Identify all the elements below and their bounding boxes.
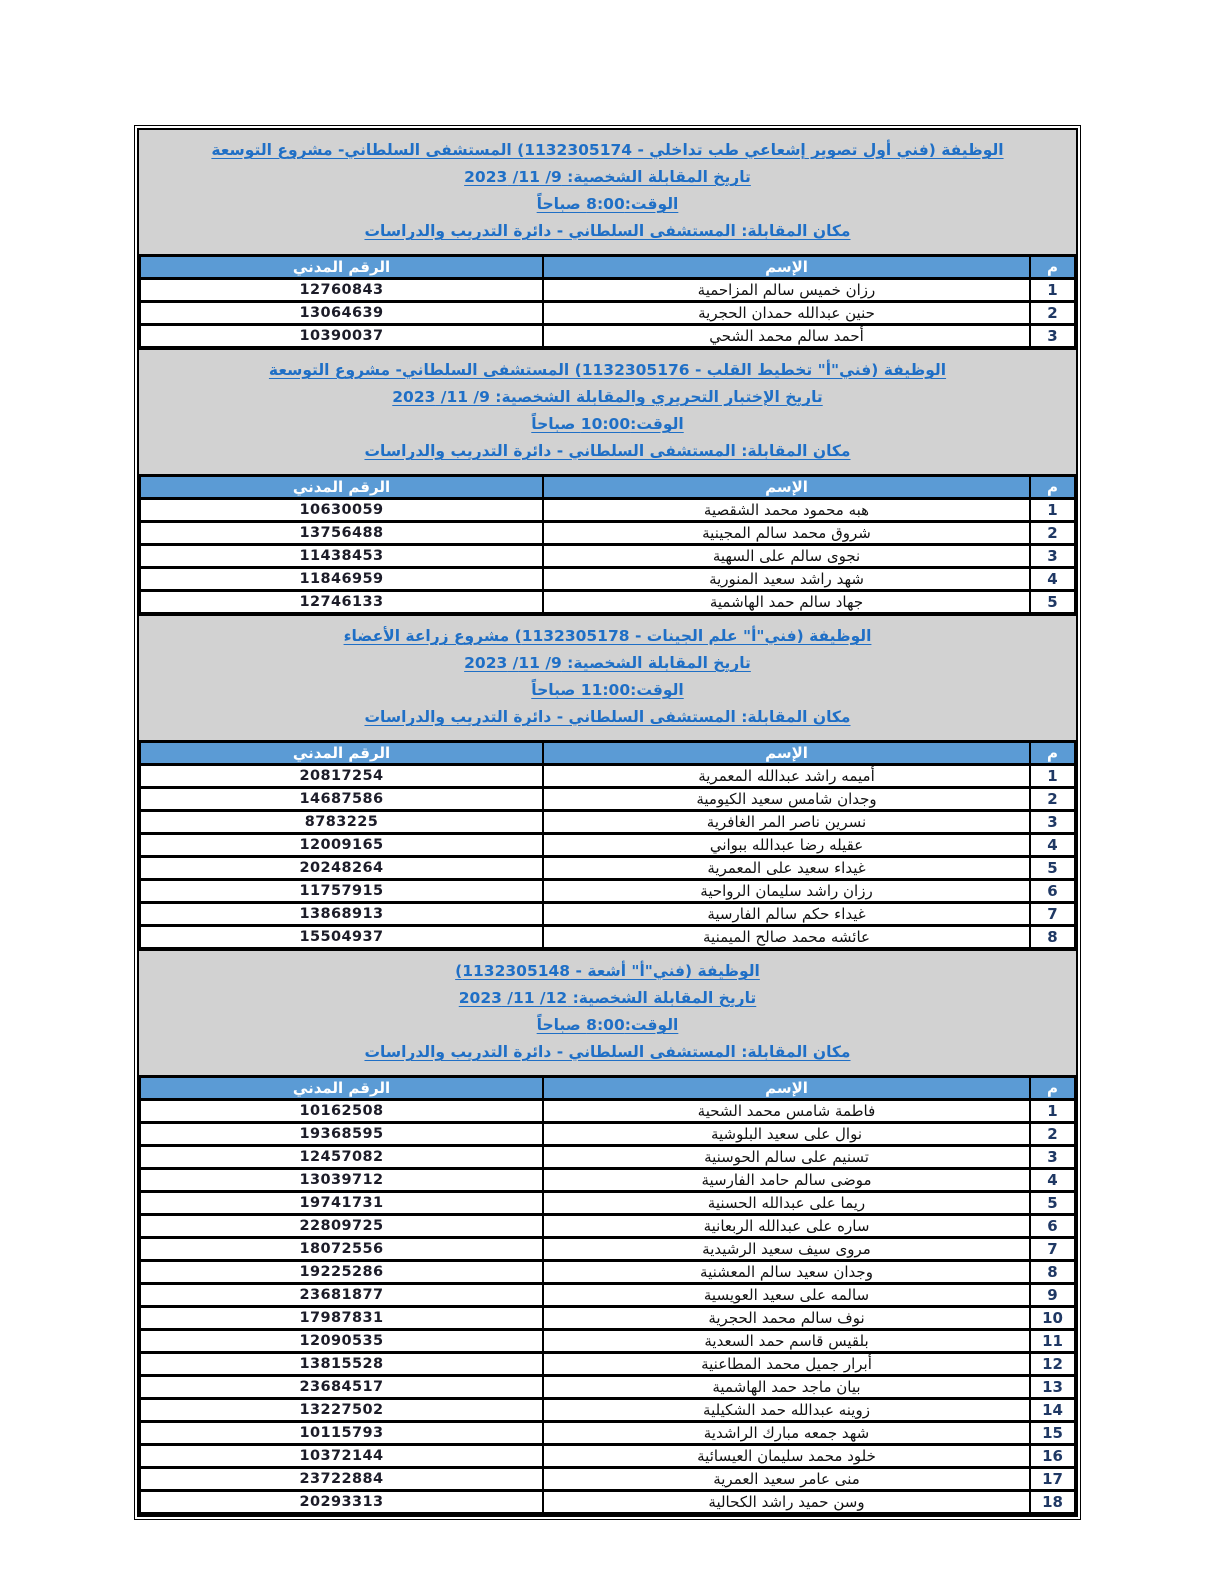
- civil-id: 13039712: [140, 1169, 543, 1192]
- row-index: 4: [1030, 568, 1075, 591]
- column-header-name: الإسم: [543, 257, 1030, 279]
- civil-id: 10630059: [140, 499, 543, 522]
- candidate-row: [140, 545, 1075, 568]
- civil-id: 10162508: [140, 1100, 543, 1123]
- candidate-name: خلود محمد سليمان العيسائية: [543, 1445, 1030, 1468]
- candidate-name: سالمه على سعيد العويسية: [543, 1284, 1030, 1307]
- job-section: [139, 950, 1076, 1515]
- job-section: [139, 130, 1076, 349]
- column-header-name: الإسم: [543, 477, 1030, 499]
- civil-id: 20293313: [140, 1491, 543, 1514]
- candidate-row: [140, 1215, 1075, 1238]
- candidate-row: [140, 926, 1075, 949]
- column-header-index: م: [1030, 1078, 1075, 1100]
- candidate-name: مروى سيف سعيد الرشيدية: [543, 1238, 1030, 1261]
- candidates-body: [140, 1100, 1075, 1514]
- row-index: 2: [1030, 1123, 1075, 1146]
- row-index: 6: [1030, 1215, 1075, 1238]
- job-title: الوظيفة (فني أول تصوير إشعاعي طب تداخلي - 1132305174) المستشفى السلطاني- مشروع التوسعة: [211, 141, 1004, 159]
- interview-time: الوقت:11:00 صباحاً: [531, 681, 684, 699]
- candidate-row: [140, 1445, 1075, 1468]
- candidates-table: [139, 1078, 1076, 1515]
- interview-time: الوقت:8:00 صباحاً: [536, 195, 679, 213]
- civil-id: 12760843: [140, 279, 543, 302]
- civil-id: 13064639: [140, 302, 543, 325]
- civil-id: 18072556: [140, 1238, 543, 1261]
- candidate-row: [140, 1468, 1075, 1491]
- civil-id: 17987831: [140, 1307, 543, 1330]
- candidate-row: [140, 1422, 1075, 1445]
- interview-date: تاريخ المقابلة الشخصية: 12/ 11/ 2023: [458, 989, 757, 1007]
- row-index: 8: [1030, 926, 1075, 949]
- row-index: 3: [1030, 325, 1075, 348]
- candidates-table: [139, 257, 1076, 349]
- civil-id: 23684517: [140, 1376, 543, 1399]
- section-header: [139, 130, 1076, 257]
- candidate-row: [140, 880, 1075, 903]
- candidate-row: [140, 765, 1075, 788]
- candidate-name: نجوى سالم على السهية: [543, 545, 1030, 568]
- candidate-row: [140, 591, 1075, 614]
- civil-id: 13227502: [140, 1399, 543, 1422]
- candidate-row: [140, 568, 1075, 591]
- civil-id: 10390037: [140, 325, 543, 348]
- section-header: [139, 950, 1076, 1078]
- civil-id: 19368595: [140, 1123, 543, 1146]
- candidate-name: زوينه عبدالله حمد الشكيلية: [543, 1399, 1030, 1422]
- row-index: 15: [1030, 1422, 1075, 1445]
- candidate-name: شروق محمد سالم المجينية: [543, 522, 1030, 545]
- candidate-row: [140, 811, 1075, 834]
- row-index: 3: [1030, 811, 1075, 834]
- interview-date: تاريخ المقابلة الشخصية: 9/ 11/ 2023: [464, 168, 751, 186]
- candidate-row: [140, 1376, 1075, 1399]
- column-header-civil-id: الرقم المدني: [140, 477, 543, 499]
- job-title: الوظيفة (فني"أ" تخطيط القلب - 1132305176) المستشفى السلطاني- مشروع التوسعة: [268, 361, 947, 379]
- candidate-name: ريما على عبدالله الحسنية: [543, 1192, 1030, 1215]
- column-header-civil-id: الرقم المدني: [140, 743, 543, 765]
- row-index: 9: [1030, 1284, 1075, 1307]
- civil-id: 23722884: [140, 1468, 543, 1491]
- candidate-row: [140, 1399, 1075, 1422]
- job-section: [139, 615, 1076, 950]
- candidate-name: عائشه محمد صالح الميمنية: [543, 926, 1030, 949]
- section-header: [139, 349, 1076, 477]
- row-index: 2: [1030, 788, 1075, 811]
- row-index: 3: [1030, 545, 1075, 568]
- candidate-name: رزان راشد سليمان الرواحية: [543, 880, 1030, 903]
- candidate-row: [140, 1238, 1075, 1261]
- interview-location: مكان المقابلة: المستشفى السلطاني - دائرة التدريب والدراسات: [364, 708, 851, 726]
- column-header-index: م: [1030, 743, 1075, 765]
- civil-id: 10372144: [140, 1445, 543, 1468]
- candidate-row: [140, 1192, 1075, 1215]
- row-index: 18: [1030, 1491, 1075, 1514]
- civil-id: 23681877: [140, 1284, 543, 1307]
- candidate-name: نسرين ناصر المر الغافرية: [543, 811, 1030, 834]
- interview-location: مكان المقابلة: المستشفى السلطاني - دائرة التدريب والدراسات: [364, 222, 851, 240]
- civil-id: 10115793: [140, 1422, 543, 1445]
- row-index: 4: [1030, 834, 1075, 857]
- row-index: 3: [1030, 1146, 1075, 1169]
- candidate-row: [140, 788, 1075, 811]
- row-index: 16: [1030, 1445, 1075, 1468]
- civil-id: 20817254: [140, 765, 543, 788]
- row-index: 7: [1030, 1238, 1075, 1261]
- row-index: 11: [1030, 1330, 1075, 1353]
- job-section: [139, 349, 1076, 615]
- civil-id: 14687586: [140, 788, 543, 811]
- civil-id: 19225286: [140, 1261, 543, 1284]
- candidate-name: وجدان سعيد سالم المعشنية: [543, 1261, 1030, 1284]
- civil-id: 13868913: [140, 903, 543, 926]
- candidate-row: [140, 903, 1075, 926]
- candidate-name: فاطمة شامس محمد الشحية: [543, 1100, 1030, 1123]
- candidate-row: [140, 1353, 1075, 1376]
- row-index: 7: [1030, 903, 1075, 926]
- table-header-row: [140, 1078, 1075, 1100]
- interview-location: مكان المقابلة: المستشفى السلطاني - دائرة التدريب والدراسات: [364, 1043, 851, 1061]
- interview-time: الوقت:8:00 صباحاً: [536, 1016, 679, 1034]
- candidate-name: حنين عبدالله حمدان الحجرية: [543, 302, 1030, 325]
- row-index: 17: [1030, 1468, 1075, 1491]
- candidate-name: أبرار جميل محمد المطاعنية: [543, 1353, 1030, 1376]
- civil-id: 12090535: [140, 1330, 543, 1353]
- column-header-index: م: [1030, 257, 1075, 279]
- candidate-name: شهد راشد سعيد المنورية: [543, 568, 1030, 591]
- civil-id: 8783225: [140, 811, 543, 834]
- candidate-name: شهد جمعه مبارك الراشدية: [543, 1422, 1030, 1445]
- candidate-row: [140, 302, 1075, 325]
- row-index: 4: [1030, 1169, 1075, 1192]
- civil-id: 22809725: [140, 1215, 543, 1238]
- column-header-name: الإسم: [543, 743, 1030, 765]
- candidate-name: هبه محمود محمد الشقصية: [543, 499, 1030, 522]
- candidate-name: نوف سالم محمد الحجرية: [543, 1307, 1030, 1330]
- candidate-row: [140, 1123, 1075, 1146]
- civil-id: 15504937: [140, 926, 543, 949]
- civil-id: 13756488: [140, 522, 543, 545]
- section-header: [139, 615, 1076, 743]
- document-frame: [137, 128, 1078, 1517]
- candidate-row: [140, 1307, 1075, 1330]
- row-index: 2: [1030, 522, 1075, 545]
- column-header-civil-id: الرقم المدني: [140, 257, 543, 279]
- row-index: 10: [1030, 1307, 1075, 1330]
- row-index: 1: [1030, 279, 1075, 302]
- civil-id: 13815528: [140, 1353, 543, 1376]
- candidates-table: [139, 743, 1076, 950]
- candidate-name: عقيله رضا عبدالله ببواني: [543, 834, 1030, 857]
- interview-location: مكان المقابلة: المستشفى السلطاني - دائرة التدريب والدراسات: [364, 442, 851, 460]
- interview-time: الوقت:10:00 صباحاً: [531, 415, 684, 433]
- candidates-table: [139, 477, 1076, 615]
- candidate-row: [140, 834, 1075, 857]
- column-header-name: الإسم: [543, 1078, 1030, 1100]
- row-index: 8: [1030, 1261, 1075, 1284]
- candidate-name: تسنيم على سالم الحوسنية: [543, 1146, 1030, 1169]
- job-title: الوظيفة (فني"أ" أشعة - 1132305148): [455, 962, 760, 980]
- row-index: 13: [1030, 1376, 1075, 1399]
- candidate-name: أحمد سالم محمد الشحي: [543, 325, 1030, 348]
- table-header-row: [140, 743, 1075, 765]
- row-index: 1: [1030, 765, 1075, 788]
- candidate-name: أميمه راشد عبدالله المعمرية: [543, 765, 1030, 788]
- row-index: 5: [1030, 1192, 1075, 1215]
- candidate-name: نوال على سعيد البلوشية: [543, 1123, 1030, 1146]
- row-index: 12: [1030, 1353, 1075, 1376]
- job-title: الوظيفة (فني"أ" علم الجينات - 1132305178) مشروع زراعة الأعضاء: [343, 627, 872, 645]
- candidates-body: [140, 279, 1075, 348]
- candidate-row: [140, 279, 1075, 302]
- candidates-body: [140, 499, 1075, 614]
- candidate-name: رزان خميس سالم المزاحمية: [543, 279, 1030, 302]
- candidate-name: غيداء حكم سالم الفارسية: [543, 903, 1030, 926]
- candidate-name: وسن حميد راشد الكحالية: [543, 1491, 1030, 1514]
- candidate-name: بلقيس قاسم حمد السعدية: [543, 1330, 1030, 1353]
- table-header-row: [140, 477, 1075, 499]
- civil-id: 11757915: [140, 880, 543, 903]
- row-index: 6: [1030, 880, 1075, 903]
- civil-id: 11846959: [140, 568, 543, 591]
- candidate-row: [140, 1261, 1075, 1284]
- civil-id: 11438453: [140, 545, 543, 568]
- candidate-row: [140, 1284, 1075, 1307]
- candidate-row: [140, 1146, 1075, 1169]
- candidate-name: ساره على عبدالله الربعانية: [543, 1215, 1030, 1238]
- row-index: 1: [1030, 1100, 1075, 1123]
- table-header-row: [140, 257, 1075, 279]
- interview-date: تاريخ الإختبار التحريري والمقابلة الشخصية: 9/ 11/ 2023: [392, 388, 823, 406]
- candidate-name: منى عامر سعيد العمرية: [543, 1468, 1030, 1491]
- candidate-row: [140, 857, 1075, 880]
- civil-id: 12746133: [140, 591, 543, 614]
- candidate-row: [140, 499, 1075, 522]
- candidate-row: [140, 522, 1075, 545]
- candidate-row: [140, 1330, 1075, 1353]
- row-index: 1: [1030, 499, 1075, 522]
- column-header-civil-id: الرقم المدني: [140, 1078, 543, 1100]
- candidate-name: وجدان شامس سعيد الكيومية: [543, 788, 1030, 811]
- row-index: 5: [1030, 857, 1075, 880]
- column-header-index: م: [1030, 477, 1075, 499]
- row-index: 14: [1030, 1399, 1075, 1422]
- row-index: 2: [1030, 302, 1075, 325]
- interview-date: تاريخ المقابلة الشخصية: 9/ 11/ 2023: [464, 654, 751, 672]
- row-index: 5: [1030, 591, 1075, 614]
- civil-id: 12009165: [140, 834, 543, 857]
- candidate-name: غيداء سعيد على المعمرية: [543, 857, 1030, 880]
- candidate-row: [140, 325, 1075, 348]
- candidate-name: موضى سالم حامد الفارسية: [543, 1169, 1030, 1192]
- candidate-row: [140, 1169, 1075, 1192]
- candidate-name: جهاد سالم حمد الهاشمية: [543, 591, 1030, 614]
- candidate-row: [140, 1100, 1075, 1123]
- candidates-body: [140, 765, 1075, 949]
- candidate-name: بيان ماجد حمد الهاشمية: [543, 1376, 1030, 1399]
- civil-id: 19741731: [140, 1192, 543, 1215]
- candidate-row: [140, 1491, 1075, 1514]
- civil-id: 12457082: [140, 1146, 543, 1169]
- civil-id: 20248264: [140, 857, 543, 880]
